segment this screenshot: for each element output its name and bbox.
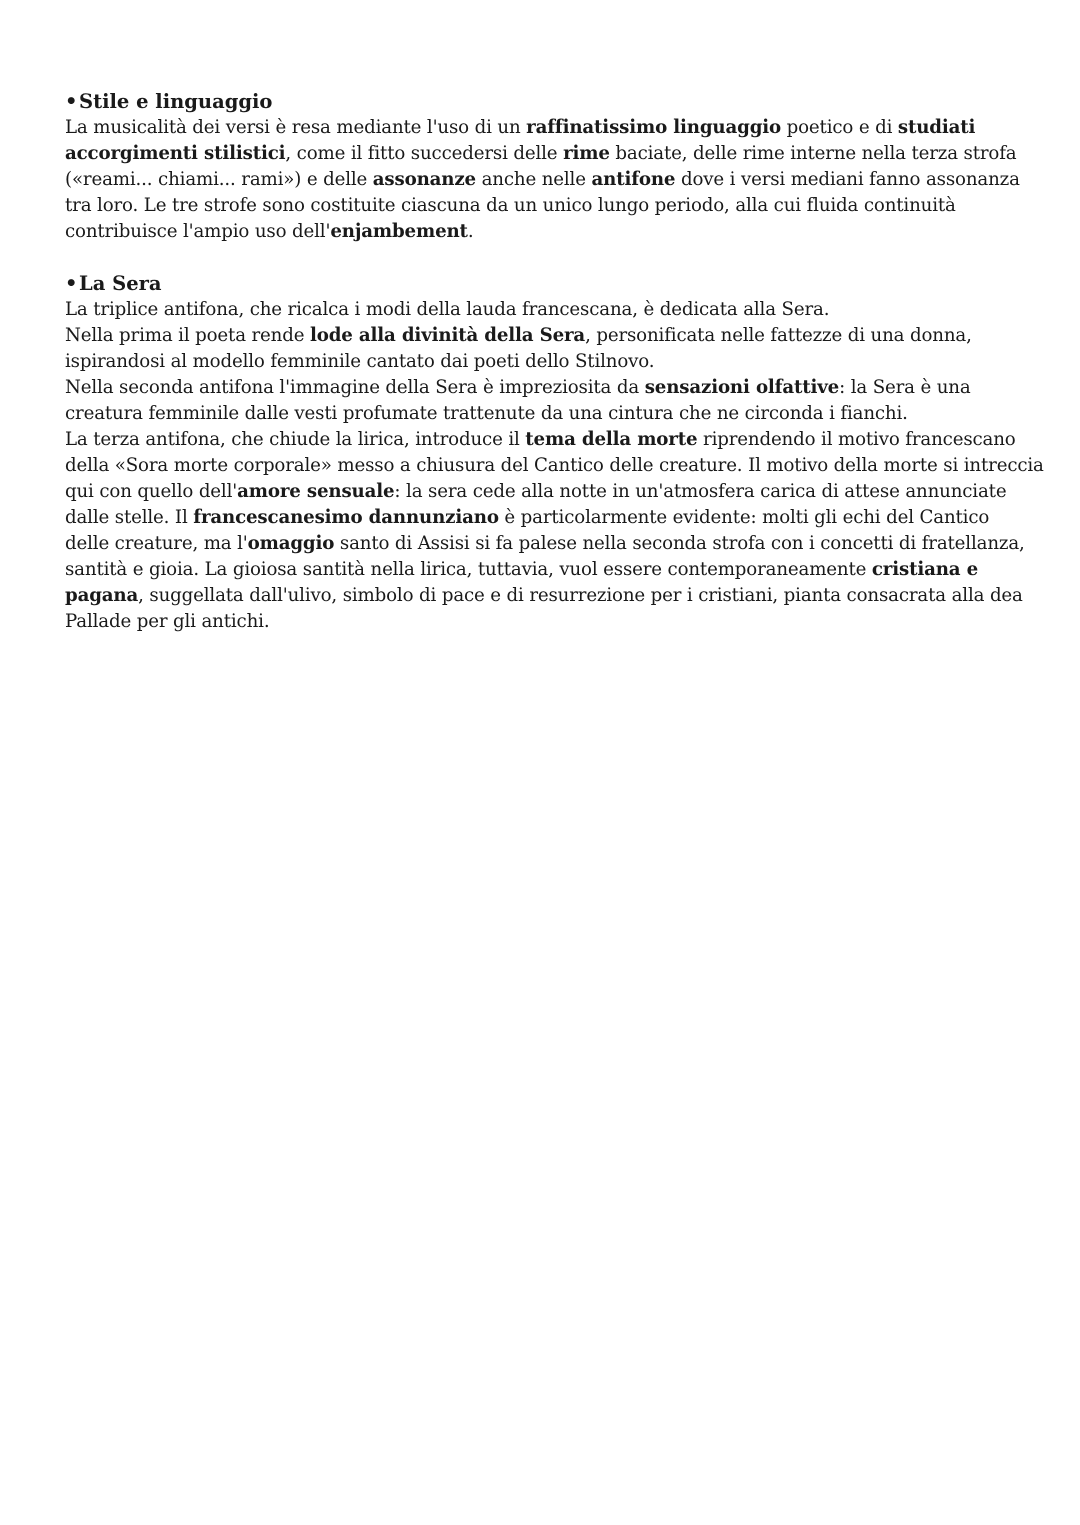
text-run: tra loro. Le tre strofe sono costituite ciascuna da un unico lungo periodo, alla cui fluida continuità xyxy=(65,195,956,216)
text-line xyxy=(65,531,1025,557)
text-run: dalle stelle. Il xyxy=(65,507,194,528)
bold-text: rime xyxy=(563,143,610,164)
section-heading xyxy=(65,89,1025,115)
text-run: La musicalità dei versi è resa mediante l'uso di un xyxy=(65,117,527,138)
bold-text: enjambement xyxy=(330,221,468,242)
text-run: è particolarmente evidente: molti gli echi del Cantico xyxy=(498,507,990,528)
text-run: , suggellata dall'ulivo, simbolo di pace e di resurrezione per i cristiani, pianta consacrata alla dea xyxy=(138,585,1023,606)
text-run: della «Sora morte corporale» messo a chiusura del Cantico delle creature. Il motivo della morte si intreccia xyxy=(65,455,1044,476)
bold-text: accorgimenti stilistici xyxy=(65,143,286,164)
text-run: santo di Assisi si fa palese nella seconda strofa con i concetti di fratellanza, xyxy=(334,533,1025,554)
text-line xyxy=(65,479,1025,505)
bold-text: studiati xyxy=(897,117,976,138)
bold-text: antifone xyxy=(591,169,676,190)
text-run: Nella prima il poeta rende xyxy=(65,325,310,346)
text-line xyxy=(65,583,1025,609)
heading-text: La Sera xyxy=(79,272,162,295)
text-run: ispirandosi al modello femminile cantato dai poeti dello Stilnovo. xyxy=(65,351,655,372)
text-line xyxy=(65,375,1025,401)
text-run: qui con quello dell' xyxy=(65,481,238,502)
text-run: , come il fitto succedersi delle xyxy=(285,143,564,164)
bold-text: omaggio xyxy=(247,533,335,554)
text-run: : la sera cede alla notte in un'atmosfera carica di attese annunciate xyxy=(394,481,1007,502)
text-line xyxy=(65,401,1025,427)
bold-text: assonanze xyxy=(372,169,476,190)
text-run: («reami... chiami... rami») e delle xyxy=(65,169,373,190)
text-run: creatura femminile dalle vesti profumate trattenute da una cintura che ne circonda i fianchi. xyxy=(65,403,908,424)
text-run: santità e gioia. La gioiosa santità nella lirica, tuttavia, vuol essere contemporaneamente xyxy=(65,559,872,580)
text-line xyxy=(65,453,1044,479)
text-run: . xyxy=(467,221,474,242)
text-run: : la Sera è una xyxy=(839,377,971,398)
bold-text: sensazioni olfattive xyxy=(644,377,840,398)
text-run: riprendendo il motivo francescano xyxy=(697,429,1016,450)
text-run: baciate, delle rime interne nella terza strofa xyxy=(609,143,1017,164)
text-line xyxy=(65,141,1025,167)
text-run: anche nelle xyxy=(475,169,592,190)
text-run: Pallade per gli antichi. xyxy=(65,611,270,632)
section-heading xyxy=(65,271,1025,297)
text-line xyxy=(65,297,1025,323)
bold-text: pagana xyxy=(65,585,139,606)
paragraph xyxy=(65,115,1025,245)
text-run: contribuisce l'ampio uso dell' xyxy=(65,221,331,242)
bullet-icon: • xyxy=(65,90,78,113)
text-line xyxy=(65,323,1025,349)
text-line xyxy=(65,349,1025,375)
bold-text: amore sensuale xyxy=(237,481,395,502)
bold-text: raffinatissimo linguaggio xyxy=(526,117,781,138)
bold-text: tema della morte xyxy=(525,429,698,450)
text-run: Nella seconda antifona l'immagine della Sera è impreziosita da xyxy=(65,377,645,398)
document-page xyxy=(65,89,1044,635)
text-line xyxy=(65,193,1025,219)
text-run: , personificata nelle fattezze di una donna, xyxy=(585,325,972,346)
bold-text: francescanesimo dannunziano xyxy=(193,507,499,528)
bold-text: lode alla divinità della Sera xyxy=(309,325,586,346)
heading-text: Stile e linguaggio xyxy=(79,90,273,113)
text-run: dove i versi mediani fanno assonanza xyxy=(675,169,1020,190)
text-line xyxy=(65,167,1025,193)
paragraph xyxy=(65,297,1044,635)
text-line xyxy=(65,115,1025,141)
section-la-sera xyxy=(65,271,1044,635)
section-stile-e-linguaggio xyxy=(65,89,1025,245)
text-run: delle creature, ma l' xyxy=(65,533,248,554)
text-line xyxy=(65,505,1025,531)
bold-text: cristiana e xyxy=(871,559,979,580)
bullet-icon: • xyxy=(65,272,78,295)
text-run: La triplice antifona, che ricalca i modi della lauda francescana, è dedicata alla Sera. xyxy=(65,299,830,320)
text-line xyxy=(65,427,1025,453)
text-run: La terza antifona, che chiude la lirica, introduce il xyxy=(65,429,526,450)
text-run: poetico e di xyxy=(781,117,898,138)
text-line xyxy=(65,557,1025,583)
text-line xyxy=(65,609,1025,635)
text-line xyxy=(65,219,1025,245)
